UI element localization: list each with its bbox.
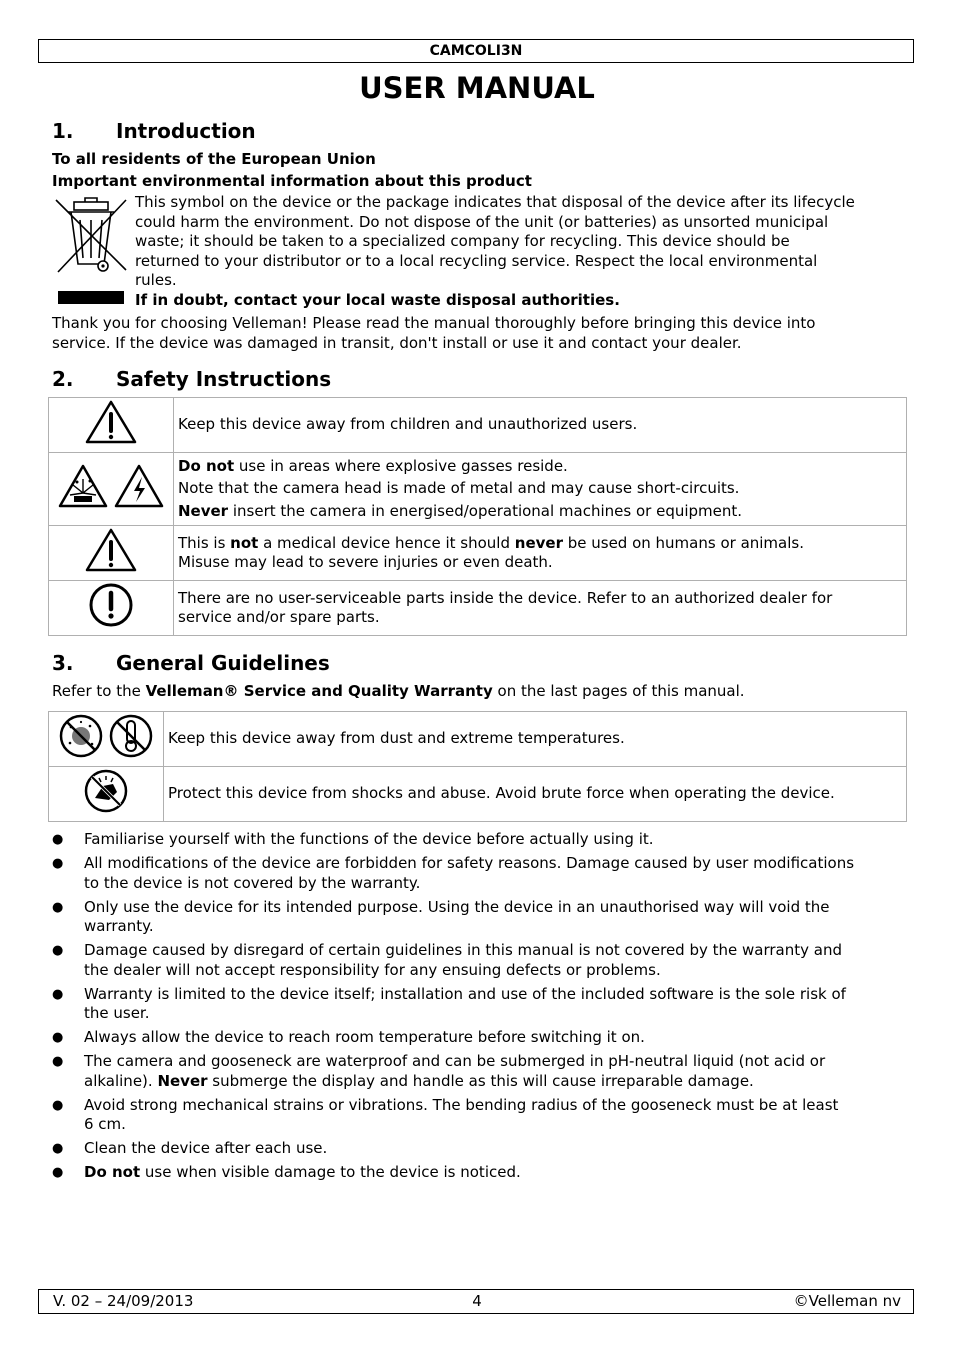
env-info-line: Important environmental information about this product — [52, 172, 532, 190]
text-fragment: Clean the device after each use. — [84, 1139, 328, 1157]
list-item — [52, 854, 912, 893]
warning-triangle-icon — [84, 527, 138, 573]
text-cell — [174, 581, 907, 636]
icon-cell — [49, 398, 174, 453]
list-item — [52, 941, 912, 980]
bullet-icon: ● — [52, 1141, 64, 1156]
list-item — [52, 1139, 912, 1159]
table-row — [49, 398, 907, 453]
text-line — [84, 941, 912, 961]
text-fragment: be used on humans or animals. — [562, 533, 804, 552]
text-line — [84, 1139, 912, 1159]
electrical-hazard-icon — [113, 463, 165, 509]
bullet-icon: ● — [52, 832, 64, 847]
guidelines-list — [52, 830, 912, 1187]
list-item — [52, 898, 912, 937]
text-line — [178, 502, 898, 522]
text-line: There are no user-serviceable parts inside the device. Refer to an authorized dealer for — [178, 588, 833, 607]
text-line: Note that the camera head is made of metal and may cause short-circuits. — [178, 479, 740, 498]
weee-paragraph — [135, 193, 910, 291]
thanks-paragraph — [52, 314, 815, 353]
section-number: 1. — [52, 119, 74, 143]
text-line — [84, 985, 912, 1005]
model-name: CAMCOLI3N — [429, 43, 523, 59]
text-fragment: the dealer will not accept responsibility for any ensuing defects or problems. — [84, 960, 661, 979]
text-line: waste; it should be taken to a specialized company for recycling. This device should be — [135, 232, 790, 250]
icon-cell — [49, 712, 164, 767]
table-row — [49, 712, 907, 767]
text-line — [84, 1052, 912, 1072]
page-title: USER MANUAL — [359, 71, 595, 105]
safety-table — [48, 397, 907, 636]
no-dust-icon — [58, 713, 104, 759]
text-fragment: alkaline). — [84, 1071, 158, 1090]
text-cell: Protect this device from shocks and abuse. Avoid brute force when operating the device. — [164, 767, 907, 822]
section-number: 2. — [52, 367, 74, 391]
version-date: V. 02 – 24/09/2013 — [53, 1292, 194, 1310]
bullet-icon: ● — [52, 856, 64, 871]
no-extreme-temperature-icon — [108, 713, 154, 759]
text-fragment: Refer to the — [52, 682, 146, 700]
section-title: Safety Instructions — [116, 367, 332, 391]
weee-bin-icon — [52, 194, 130, 306]
text-line — [84, 854, 912, 874]
text-fragment: Avoid strong mechanical strains or vibrations. The bending radius of the gooseneck must be at least — [84, 1095, 839, 1114]
text-fragment: use in areas where explosive gasses reside. — [234, 456, 568, 475]
emphasis: Never — [178, 501, 229, 520]
emphasis: Never — [157, 1071, 208, 1090]
text-line — [84, 917, 912, 937]
section-number: 3. — [52, 651, 74, 675]
list-item — [52, 1163, 912, 1183]
text-fragment: a medical device hence it should — [258, 533, 515, 552]
list-item — [52, 1028, 912, 1048]
text-cell — [174, 453, 907, 526]
header-bar — [38, 39, 914, 63]
waste-authorities-note: If in doubt, contact your local waste disposal authorities. — [135, 291, 620, 309]
list-item — [52, 830, 912, 850]
text-line: This symbol on the device or the package indicates that disposal of the device after its lifecycle — [135, 193, 855, 211]
text-line — [84, 1096, 912, 1116]
text-fragment: All modifications of the device are forbidden for safety reasons. Damage caused by user modifications — [84, 854, 855, 872]
section-heading-introduction — [52, 118, 256, 144]
icon-cell — [49, 526, 174, 581]
bullet-icon: ● — [52, 1097, 64, 1113]
text-fragment: The camera and gooseneck are waterproof and can be submerged in pH-neutral liquid (not acid or — [84, 1052, 826, 1070]
text-fragment: Only use the device for its intended purpose. Using the device in an unauthorised way will void the — [84, 897, 830, 916]
text-fragment: warranty. — [84, 917, 154, 935]
footer-bar — [38, 1289, 914, 1314]
text-line: rules. — [135, 271, 177, 289]
emphasis: Velleman® Service and Quality Warranty — [145, 682, 493, 700]
emphasis: Do not — [178, 456, 235, 475]
text-line — [84, 1163, 912, 1183]
text-line: Thank you for choosing Velleman! Please read the manual thoroughly before bringing this device into — [52, 314, 816, 332]
bullet-icon: ● — [52, 986, 64, 1002]
text-fragment: to the device is not covered by the warranty. — [84, 873, 421, 892]
bullet-icon: ● — [52, 943, 64, 958]
section-title: Introduction — [116, 119, 256, 143]
warning-triangle-icon — [84, 399, 138, 445]
list-item — [52, 1052, 912, 1091]
text-line: service and/or spare parts. — [178, 608, 380, 626]
icon-cell — [49, 453, 174, 526]
text-line — [178, 457, 898, 477]
table-row — [49, 453, 907, 526]
text-line — [84, 830, 912, 850]
no-shock-icon — [83, 768, 129, 814]
exclamation-circle-icon — [87, 582, 135, 628]
text-fragment: Damage caused by disregard of certain guidelines in this manual is not covered by the warranty and — [84, 941, 842, 959]
text-cell: Keep this device away from children and unauthorized users. — [174, 398, 907, 453]
text-line — [84, 898, 912, 918]
bullet-icon: ● — [52, 1165, 64, 1180]
text-cell — [174, 526, 907, 581]
list-item — [52, 985, 912, 1024]
text-line — [84, 1004, 912, 1024]
text-line: returned to your distributor or to a local recycling service. Respect the local environmental — [135, 251, 818, 270]
text-fragment: Familiarise yourself with the functions of the device before actually using it. — [84, 830, 654, 848]
bullet-icon: ● — [52, 1030, 64, 1045]
text-fragment: on the last pages of this manual. — [492, 682, 745, 700]
text-line — [178, 534, 898, 554]
icon-cell — [49, 581, 174, 636]
table-row — [49, 526, 907, 581]
guidelines-table — [48, 711, 907, 822]
text-fragment: Always allow the device to reach room temperature before switching it on. — [84, 1028, 645, 1046]
copyright: ©Velleman nv — [793, 1292, 901, 1310]
text-line: could harm the environment. Do not dispose of the unit (or batteries) as unsorted municipal — [135, 212, 829, 231]
text-line — [84, 1072, 912, 1092]
table-row — [49, 581, 907, 636]
icon-cell — [49, 767, 164, 822]
text-fragment: use when visible damage to the device is noticed. — [140, 1163, 521, 1181]
text-line — [84, 961, 912, 981]
emphasis: not — [230, 533, 259, 552]
section-title: General Guidelines — [116, 651, 330, 675]
text-cell: Keep this device away from dust and extreme temperatures. — [164, 712, 907, 767]
list-item — [52, 1096, 912, 1135]
emphasis: never — [514, 533, 563, 552]
residents-line: To all residents of the European Union — [52, 150, 376, 168]
bullet-icon: ● — [52, 1054, 64, 1069]
warranty-reference — [52, 682, 745, 702]
text-fragment: insert the camera in energised/operational machines or equipment. — [228, 501, 743, 520]
text-line — [84, 874, 912, 894]
text-fragment: submerge the display and handle as this will cause irreparable damage. — [207, 1071, 754, 1090]
emphasis: Do not — [84, 1163, 141, 1181]
text-line: Misuse may lead to severe injuries or even death. — [178, 553, 553, 571]
text-fragment: This is — [178, 533, 231, 552]
text-line — [84, 1115, 912, 1135]
section-heading-safety — [52, 366, 331, 392]
text-fragment: Warranty is limited to the device itself; installation and use of the included software is the sole risk of — [84, 984, 846, 1003]
page-number: 4 — [472, 1292, 482, 1310]
table-row — [49, 767, 907, 822]
text-fragment: 6 cm. — [84, 1115, 126, 1133]
explosive-hazard-icon — [57, 463, 109, 509]
text-line — [84, 1028, 912, 1048]
text-fragment: the user. — [84, 1004, 150, 1022]
text-line: service. If the device was damaged in transit, don't install or use it and contact your dealer. — [52, 333, 742, 352]
section-heading-guidelines — [52, 650, 330, 676]
bullet-icon: ● — [52, 899, 64, 915]
